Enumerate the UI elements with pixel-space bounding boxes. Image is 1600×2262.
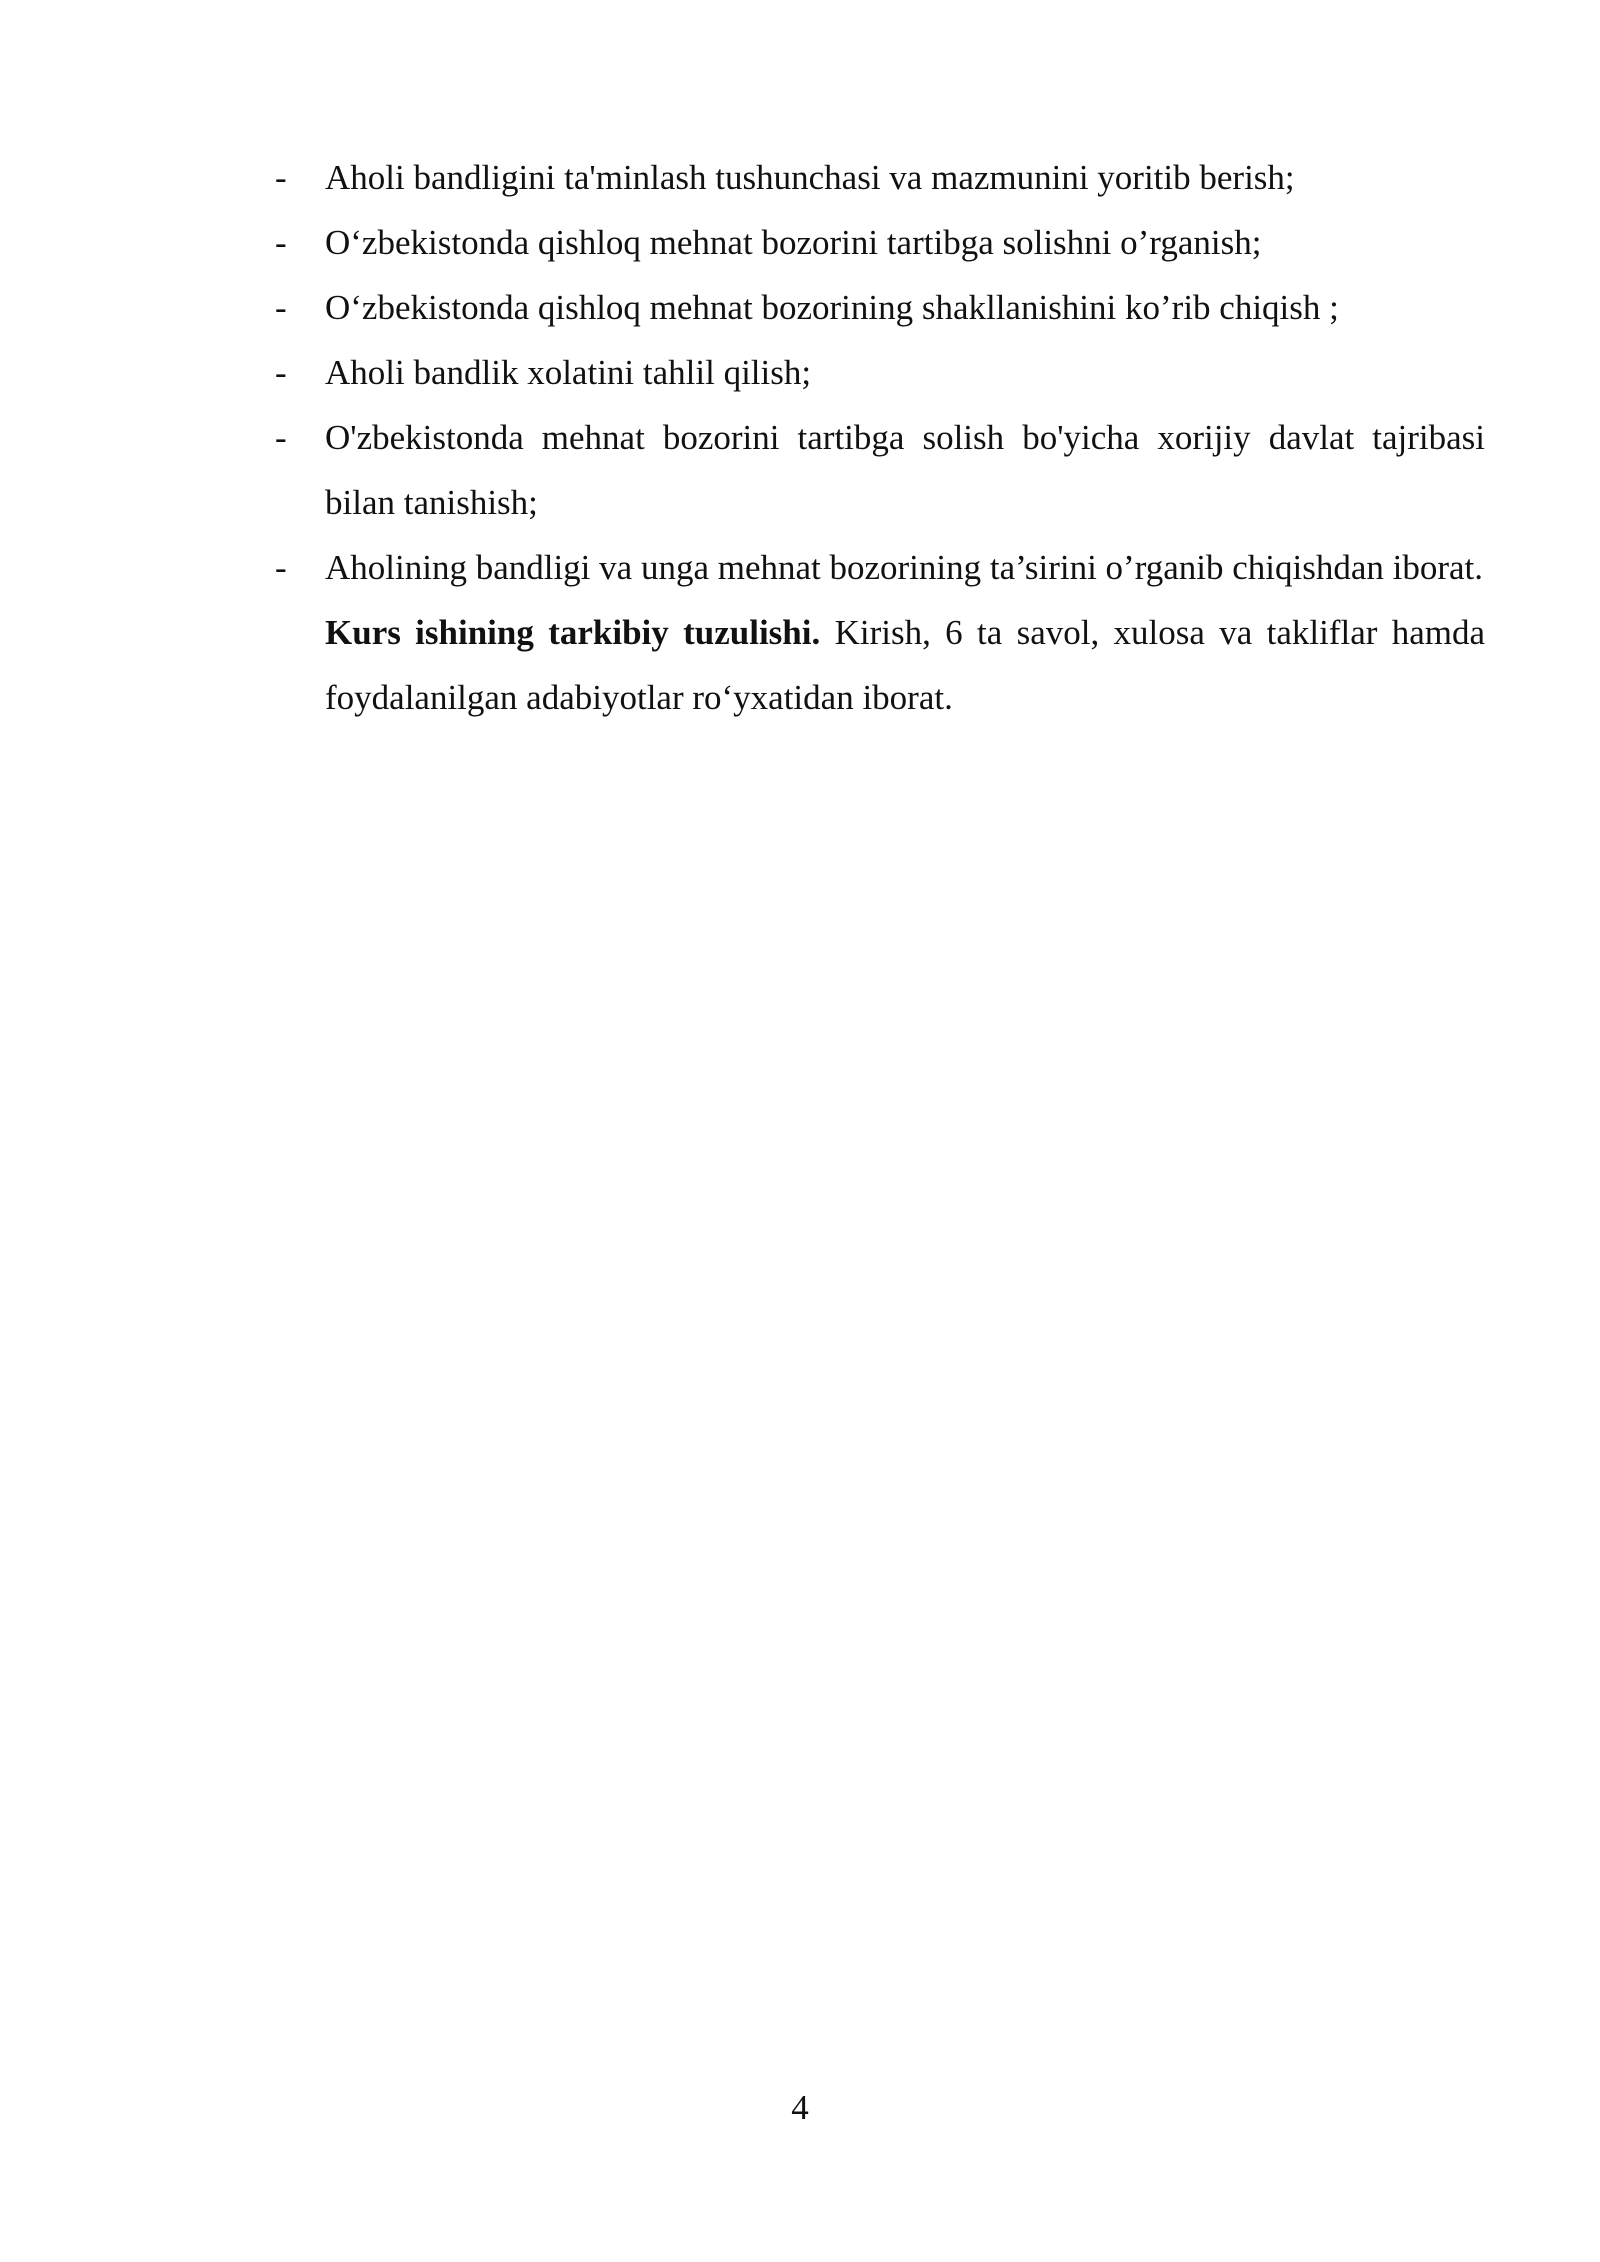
structure-paragraph [325, 600, 1485, 730]
list-item [275, 405, 1485, 535]
list-item [275, 340, 1485, 405]
list-bullet: - [275, 548, 287, 587]
structure-text: Kirish, 6 ta savol, xulosa va takliflar hamda foydalanilgan adabiyotlar ro‘yxatidan iborat. [325, 613, 1486, 717]
list-bullet: - [275, 158, 287, 197]
list-bullet: - [275, 288, 287, 327]
list-item-text: Aholi bandligini ta'minlash tushunchasi va mazmunini yoritib berish; [325, 158, 1295, 197]
page-content [275, 145, 1486, 730]
list-item-text: Aholining bandligi va unga mehnat bozorining ta’sirini o’rganib chiqishdan iborat. [325, 548, 1484, 587]
list-item-text: O'zbekistonda mehnat bozorini tartibga solish bo'yicha xorijiy davlat tajribasi bilan tanishish; [325, 418, 1485, 522]
list-bullet: - [275, 353, 287, 392]
list-item [275, 145, 1485, 210]
list-item [275, 535, 1485, 600]
structure-heading: Kurs ishining tarkibiy tuzulishi. [325, 613, 821, 652]
list-bullet: - [275, 223, 287, 262]
list-item-text: O‘zbekistonda qishloq mehnat bozorining shakllanishini ko’rib chiqish ; [325, 288, 1339, 327]
page-number: 4 [791, 2088, 809, 2127]
list-item-text: O‘zbekistonda qishloq mehnat bozorini tartibga solishni o’rganish; [325, 223, 1262, 262]
list-item [275, 275, 1485, 340]
list-bullet: - [275, 418, 287, 457]
list-item-text: Aholi bandlik xolatini tahlil qilish; [325, 353, 812, 392]
list-item [275, 210, 1485, 275]
